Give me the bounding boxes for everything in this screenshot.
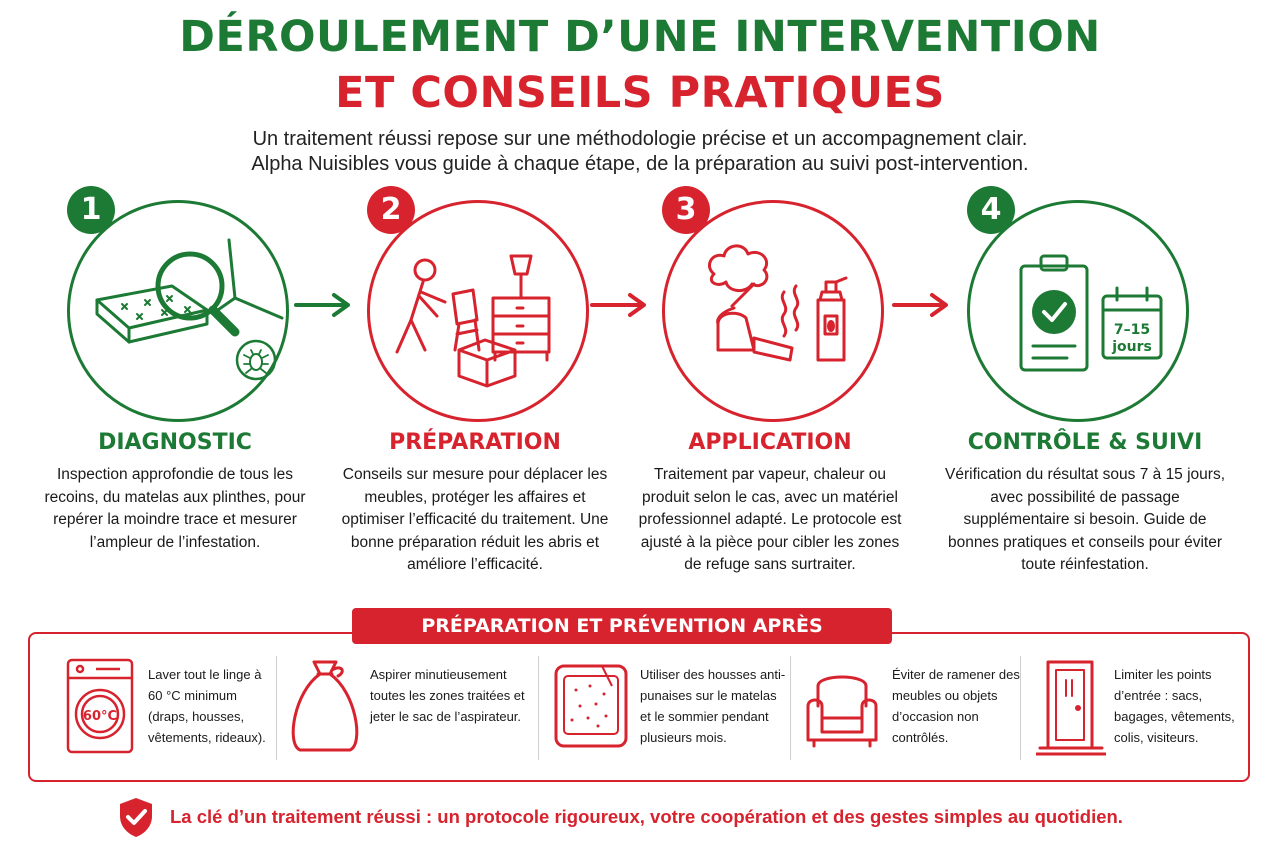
calendar-label-unit: jours <box>1112 339 1152 355</box>
clipboard-calendar-icon <box>967 200 1189 422</box>
arrow-right-icon <box>890 292 952 318</box>
magnifier-mattress-icon <box>67 200 289 422</box>
calendar-label-days: 7–15 <box>1113 322 1151 338</box>
door-icon <box>1036 656 1106 760</box>
tip-laundry <box>66 656 276 760</box>
step-description: Traitement par vapeur, chaleur ou produit selon le cas, avec un matériel professionnel adapté. Le protocole est ajusté à la pièce pour cibler les zones de refuge sans surtraiter. <box>638 466 902 573</box>
armchair-icon <box>804 656 880 760</box>
vacuum-bag-icon <box>290 656 360 760</box>
tip-text: Utiliser des housses anti-punaises sur le matelas et le sommier pendant plusieurs mois. <box>640 667 786 745</box>
tip-text: Laver tout le linge à 60 °C minimum (draps, housses, vêtements, rideaux). <box>148 667 266 745</box>
tip-text: Limiter les points d’entrée : sacs, bagages, vêtements, colis, visiteurs. <box>1114 667 1235 745</box>
tip-mattress-cover <box>552 656 788 760</box>
temperature-label: 60°C <box>82 709 118 724</box>
step-title: APPLICATION <box>688 430 852 455</box>
shield-check-icon <box>118 796 154 838</box>
main-title-line1: DÉROULEMENT D’UNE INTERVENTION <box>179 12 1101 62</box>
moving-furniture-icon <box>367 200 589 422</box>
arrow-right-icon <box>588 292 650 318</box>
tip-furniture <box>804 656 1020 760</box>
tip-text: Éviter de ramener des meubles ou objets d’occasion non contrôlés. <box>892 667 1020 745</box>
step-title: CONTRÔLE & SUIVI <box>967 430 1203 455</box>
step-number-badge: 2 <box>367 186 415 234</box>
step-title: DIAGNOSTIC <box>98 430 252 455</box>
tip-separator <box>790 656 791 760</box>
step-description: Vérification du résultat sous 7 à 15 jours, avec possibilité de passage supplémentaire si besoin. Guide de bonnes pratiques et conseils pour éviter toute réinfestation. <box>945 466 1226 573</box>
step-number-badge: 3 <box>662 186 710 234</box>
tip-vacuum <box>290 656 530 760</box>
step-number-badge: 1 <box>67 186 115 234</box>
footer-message: La clé d’un traitement réussi : un protocole rigoureux, votre coopération et des gestes simples au quotidien. <box>170 806 1123 827</box>
steam-spray-icon <box>662 200 884 422</box>
subtitle-line1: Un traitement réussi repose sur une méthodologie précise et un accompagnement clair. <box>252 128 1028 150</box>
subtitle-line2: Alpha Nuisibles vous guide à chaque étape, de la préparation au suivi post-intervention. <box>251 153 1029 175</box>
tip-entry-points <box>1036 656 1244 760</box>
tip-text: Aspirer minutieusement toutes les zones traitées et jeter le sac de l’aspirateur. <box>370 667 525 724</box>
step-description: Conseils sur mesure pour déplacer les meubles, protéger les affaires et optimiser l’efficacité du traitement. Une bonne préparation réduit les abris et améliore l’efficacité. <box>341 466 609 573</box>
step-number-badge: 4 <box>967 186 1015 234</box>
tip-separator <box>538 656 539 760</box>
prevention-banner: PRÉPARATION ET PRÉVENTION APRÈS TRAITEMENT <box>352 608 892 644</box>
main-title-line2: ET CONSEILS PRATIQUES <box>335 68 945 118</box>
tip-separator <box>276 656 277 760</box>
step-title: PRÉPARATION <box>389 430 561 455</box>
washing-machine-icon <box>66 656 136 760</box>
tip-separator <box>1020 656 1021 760</box>
arrow-right-icon <box>292 292 354 318</box>
mattress-cover-icon <box>552 656 630 760</box>
step-description: Inspection approfondie de tous les recoins, du matelas aux plinthes, pour repérer la moindre trace et mesurer l’ampleur de l’infestation. <box>44 466 306 551</box>
